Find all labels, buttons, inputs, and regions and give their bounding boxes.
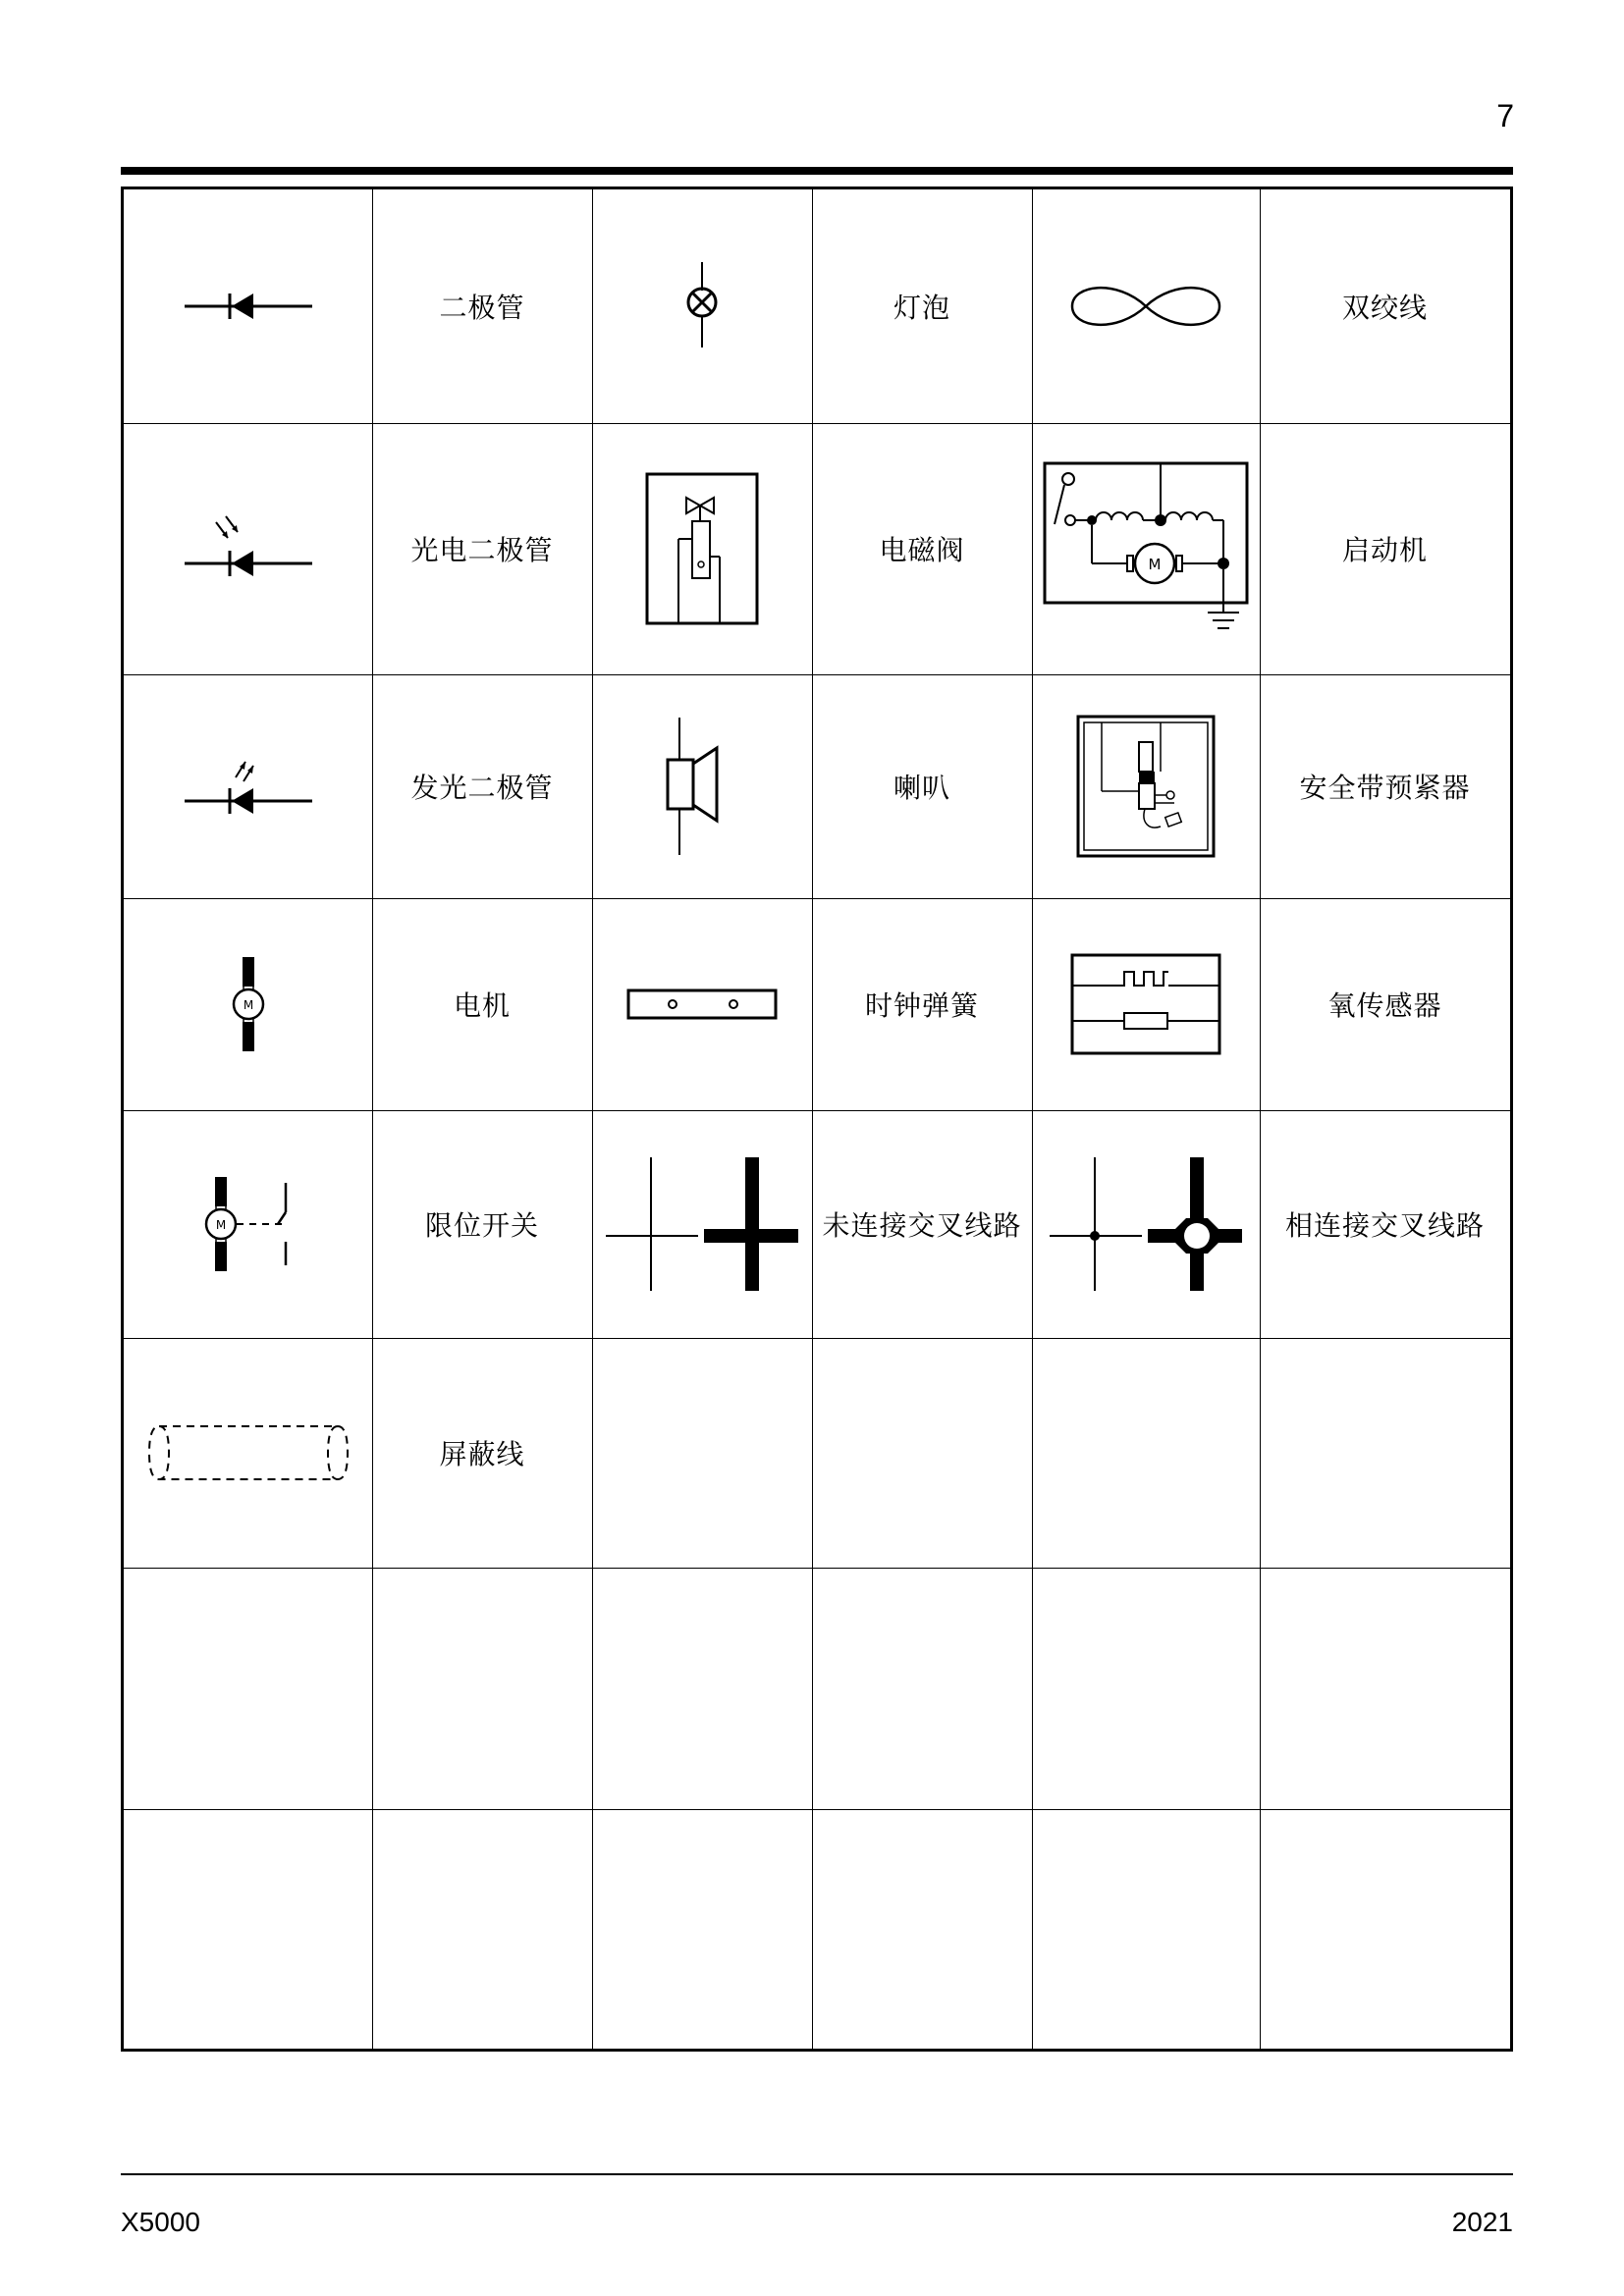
motor-icon bbox=[124, 898, 372, 1110]
clock-spring-icon bbox=[592, 898, 812, 1110]
svg-text:M: M bbox=[1148, 556, 1161, 573]
led-icon bbox=[124, 674, 372, 898]
symbol-label-unconnected-crossing: 未连接交叉线路 bbox=[822, 1209, 1022, 1242]
footer-year: 2021 bbox=[1451, 2207, 1513, 2237]
symbol-label-connected-crossing: 相连接交叉线路 bbox=[1284, 1209, 1485, 1242]
header-rule bbox=[121, 167, 1513, 175]
shielded-wire-icon bbox=[124, 1338, 372, 1568]
symbol-label-clock-spring: 时钟弹簧 bbox=[864, 989, 979, 1022]
symbol-label-photodiode: 光电二极管 bbox=[410, 534, 554, 566]
symbol-label-diode: 二极管 bbox=[439, 292, 525, 324]
starter-icon bbox=[1032, 423, 1260, 674]
solenoid-valve-icon bbox=[592, 423, 812, 674]
symbol-label-bulb: 灯泡 bbox=[893, 292, 950, 324]
oxygen-sensor-icon bbox=[1032, 898, 1260, 1110]
symbol-label-seatbelt-pretensioner: 安全带预紧器 bbox=[1299, 772, 1471, 804]
symbol-label-solenoid-valve: 电磁阀 bbox=[879, 534, 965, 566]
footer-rule bbox=[121, 2173, 1513, 2175]
symbol-label-shielded-wire: 屏蔽线 bbox=[439, 1438, 525, 1470]
seatbelt-pretensioner-icon bbox=[1032, 674, 1260, 898]
symbol-label-twisted-pair: 双绞线 bbox=[1341, 292, 1428, 324]
svg-text:M: M bbox=[243, 998, 253, 1012]
unconnected-crossing-icon bbox=[592, 1110, 812, 1338]
bulb-icon bbox=[592, 189, 812, 423]
svg-text:M: M bbox=[215, 1218, 226, 1232]
horn-icon bbox=[592, 674, 812, 898]
symbol-label-starter: 启动机 bbox=[1341, 534, 1428, 566]
symbol-label-oxygen-sensor: 氧传感器 bbox=[1327, 989, 1442, 1022]
symbol-label-limit-switch: 限位开关 bbox=[424, 1209, 539, 1242]
symbol-label-motor: 电机 bbox=[453, 989, 511, 1022]
diode-icon bbox=[124, 189, 372, 423]
symbol-label-led: 发光二极管 bbox=[410, 772, 554, 804]
symbol-label-horn: 喇叭 bbox=[893, 772, 950, 804]
connected-crossing-icon bbox=[1032, 1110, 1260, 1338]
photodiode-icon bbox=[124, 423, 372, 674]
symbol-table bbox=[121, 187, 1513, 2052]
page-number: 7 bbox=[1496, 98, 1514, 133]
twisted-pair-icon bbox=[1032, 189, 1260, 423]
footer-model: X5000 bbox=[121, 2207, 200, 2237]
limit-switch-icon bbox=[124, 1110, 372, 1338]
